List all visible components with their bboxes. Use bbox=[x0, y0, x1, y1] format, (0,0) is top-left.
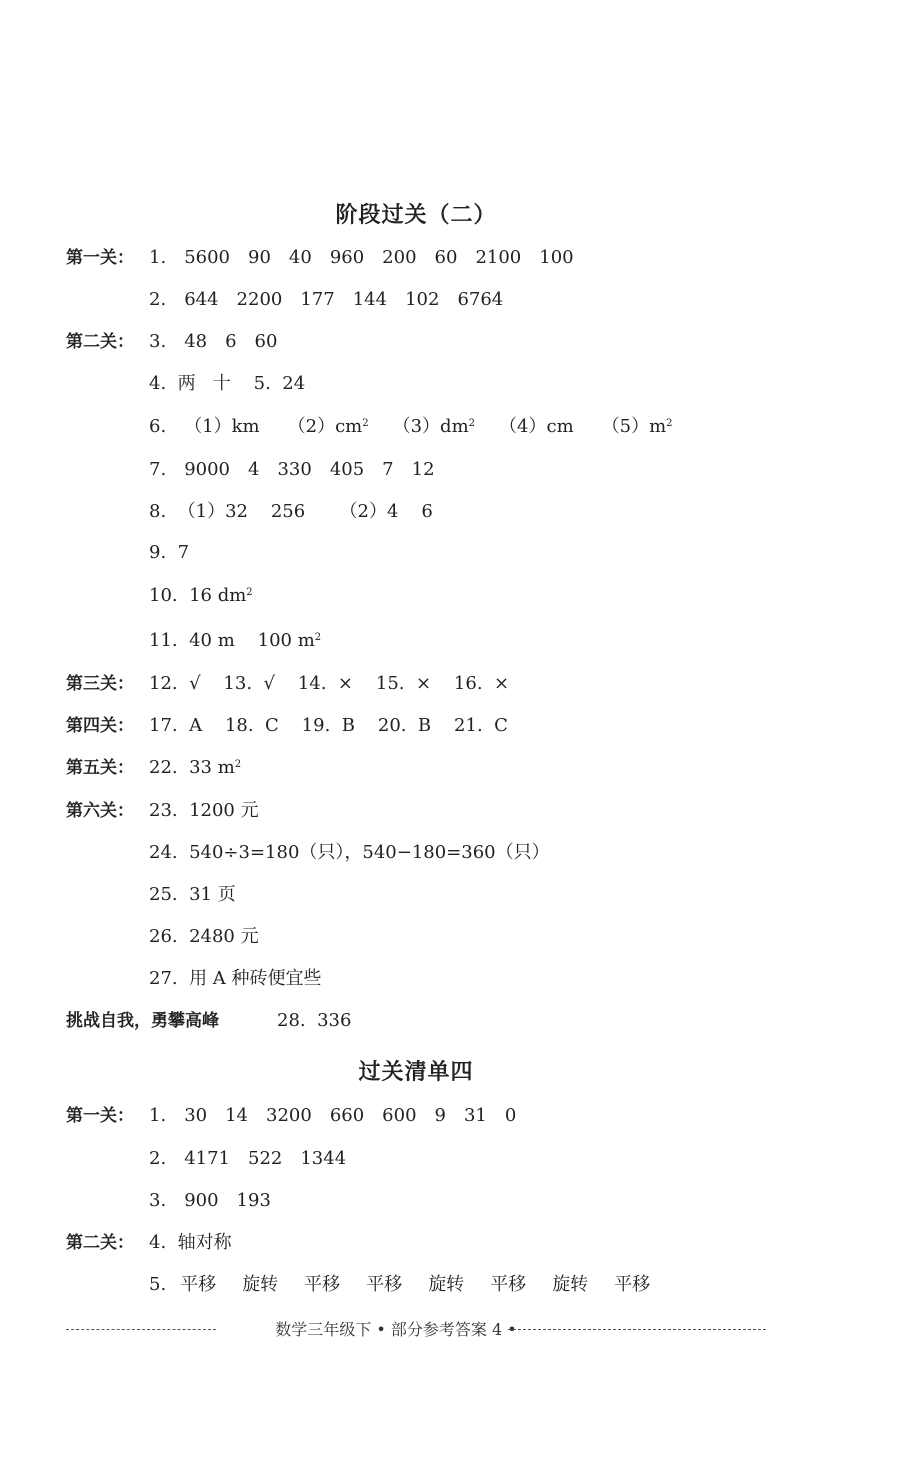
question-number: 1. bbox=[149, 247, 167, 268]
question-number: 2. bbox=[149, 289, 167, 310]
answer-value: 0 bbox=[504, 1105, 517, 1126]
answer-value: 600 bbox=[382, 1105, 417, 1126]
answer-value: 9000 bbox=[184, 459, 230, 480]
answer-value: 660 bbox=[329, 1105, 365, 1126]
answer-row bbox=[0, 924, 400, 950]
superscript: 2 bbox=[362, 418, 369, 429]
answer-text: 22. 33 m bbox=[149, 757, 235, 778]
answer-row bbox=[0, 414, 832, 440]
answer-value: 1344 bbox=[300, 1148, 347, 1169]
question-number: 3. bbox=[149, 1190, 167, 1211]
section-title-checklist: 过关清单四 bbox=[358, 1060, 474, 1085]
answer-value: 7 bbox=[382, 459, 394, 480]
answer-value: 90 bbox=[248, 247, 271, 268]
level-label: 第五关： bbox=[66, 758, 134, 778]
answer-value: 5600 bbox=[184, 247, 230, 268]
superscript: 2 bbox=[234, 759, 242, 770]
answer-row bbox=[0, 457, 832, 483]
answer-line bbox=[149, 1188, 271, 1214]
level-label: 第二关： bbox=[66, 332, 134, 352]
answer-value: 2100 bbox=[475, 247, 522, 268]
answer-row bbox=[0, 882, 400, 908]
level-label: 第二关： bbox=[66, 1233, 134, 1253]
answer-line: 9. 7 bbox=[149, 542, 190, 563]
footer-text: 数学三年级下 • 部分参考答案 4 • bbox=[275, 1320, 517, 1339]
answer-line: 27. 用 A 种砖便宜些 bbox=[149, 968, 322, 989]
question-number: 1. bbox=[149, 1105, 167, 1126]
answer-value: 6764 bbox=[457, 289, 504, 310]
answer-value: 12 bbox=[411, 459, 435, 480]
challenge-label: 挑战自我，勇攀高峰 bbox=[66, 1011, 219, 1031]
question-number: 6. bbox=[149, 416, 167, 437]
answer-line bbox=[149, 287, 503, 313]
answer-line: 25. 31 页 bbox=[149, 884, 236, 905]
answer-value: 100 bbox=[539, 247, 574, 268]
level-label: 第四关： bbox=[66, 716, 134, 736]
answer-value: 102 bbox=[405, 289, 440, 310]
answer-value: （4）cm bbox=[499, 416, 574, 437]
answer-row bbox=[0, 1008, 500, 1034]
answer-value: 平移 bbox=[614, 1274, 651, 1295]
page-footer bbox=[66, 1318, 766, 1342]
answer-line bbox=[149, 1272, 650, 1298]
answer-row bbox=[0, 671, 832, 697]
answer-line bbox=[149, 755, 241, 781]
answer-value: 60 bbox=[434, 247, 458, 268]
answer-line: 17. A 18. C 19. B 20. B 21. C bbox=[149, 715, 508, 736]
superscript: 2 bbox=[468, 418, 476, 429]
level-label: 第六关： bbox=[66, 801, 134, 821]
answer-row bbox=[0, 1272, 832, 1298]
level-label: 第三关： bbox=[66, 674, 134, 694]
answer-row bbox=[0, 1146, 832, 1172]
answer-line: 4. 轴对称 bbox=[149, 1232, 232, 1253]
answer-line bbox=[149, 1103, 516, 1129]
answer-value: 60 bbox=[254, 331, 278, 352]
answer-line bbox=[149, 583, 253, 609]
answer-value: 960 bbox=[329, 247, 365, 268]
answer-value: 6 bbox=[225, 331, 237, 352]
footer-divider-right bbox=[508, 1329, 766, 1330]
answer-value: 旋转 bbox=[552, 1274, 589, 1295]
answer-row bbox=[0, 840, 700, 866]
answer-value: （1）km bbox=[184, 416, 260, 437]
answer-line bbox=[149, 457, 435, 483]
question-number: 2. bbox=[149, 1148, 167, 1169]
answer-row bbox=[0, 245, 832, 271]
answer-value: 2200 bbox=[236, 289, 283, 310]
answer-value: 144 bbox=[352, 289, 388, 310]
question-number: 5. bbox=[149, 1274, 167, 1295]
answer-line bbox=[149, 329, 277, 355]
answer-value: 900 bbox=[184, 1190, 219, 1211]
answer-value: （2）cm bbox=[287, 416, 363, 437]
answer-value: 14 bbox=[225, 1105, 248, 1126]
superscript: 2 bbox=[666, 418, 673, 429]
answer-value: 9 bbox=[434, 1105, 446, 1126]
answer-text: 10. 16 dm bbox=[149, 585, 247, 606]
answer-line: 23. 1200 元 bbox=[149, 800, 259, 821]
answer-value: 177 bbox=[300, 289, 335, 310]
level-label: 第一关： bbox=[66, 1106, 134, 1126]
answer-row bbox=[0, 1103, 832, 1129]
answer-line: 26. 2480 元 bbox=[149, 926, 259, 947]
answer-row bbox=[0, 713, 832, 739]
answer-value: 3200 bbox=[266, 1105, 312, 1126]
level-label: 第一关： bbox=[66, 248, 134, 268]
answer-line: 8. （1）32 256 （2）4 6 bbox=[149, 501, 433, 522]
answer-value: （3）dm bbox=[392, 416, 469, 437]
answer-value: 平移 bbox=[304, 1274, 341, 1295]
answer-value: 旋转 bbox=[242, 1274, 279, 1295]
answer-line bbox=[149, 414, 673, 440]
answer-value: 31 bbox=[463, 1105, 487, 1126]
answer-row bbox=[0, 798, 400, 824]
answer-value: 405 bbox=[329, 459, 365, 480]
answer-row bbox=[0, 628, 400, 654]
question-number: 7. bbox=[149, 459, 167, 480]
answer-value: 30 bbox=[184, 1105, 208, 1126]
answer-line bbox=[149, 1146, 346, 1172]
answer-row bbox=[0, 966, 500, 992]
answer-value: （5）m bbox=[601, 416, 667, 437]
answer-value: 平移 bbox=[490, 1274, 527, 1295]
answer-value: 4 bbox=[248, 459, 260, 480]
answer-row bbox=[0, 329, 832, 355]
answer-value: 4171 bbox=[184, 1148, 230, 1169]
answer-row bbox=[0, 755, 400, 781]
answer-value: 522 bbox=[248, 1148, 283, 1169]
section-title-stage-test: 阶段过关（二） bbox=[335, 203, 497, 228]
question-number: 3. bbox=[149, 331, 167, 352]
answer-value: 平移 bbox=[180, 1274, 217, 1295]
answer-row bbox=[0, 287, 832, 313]
answer-line: 4. 两 十 5. 24 bbox=[149, 373, 306, 394]
answer-row bbox=[0, 1188, 832, 1214]
answer-value: 200 bbox=[382, 247, 417, 268]
answer-line: 24. 540÷3=180（只），540−180=360（只） bbox=[149, 842, 550, 863]
answer-text: 11. 40 m 100 m bbox=[149, 630, 315, 651]
answer-value: 40 bbox=[288, 247, 312, 268]
answer-line bbox=[149, 245, 574, 271]
answer-row bbox=[0, 1230, 832, 1256]
answer-line: 12. √ 13. √ 14. × 15. × 16. × bbox=[149, 673, 510, 694]
answer-row bbox=[0, 583, 400, 609]
answer-line bbox=[149, 628, 321, 654]
answer-value: 644 bbox=[184, 289, 219, 310]
superscript: 2 bbox=[314, 632, 322, 643]
answer-value: 平移 bbox=[366, 1274, 403, 1295]
footer-divider-left bbox=[66, 1329, 216, 1330]
answer-value: 330 bbox=[277, 459, 312, 480]
answer-value: 193 bbox=[236, 1190, 271, 1211]
superscript: 2 bbox=[246, 587, 253, 598]
answer-value: 48 bbox=[184, 331, 208, 352]
answer-line: 28. 336 bbox=[277, 1010, 352, 1031]
answer-value: 旋转 bbox=[428, 1274, 465, 1295]
